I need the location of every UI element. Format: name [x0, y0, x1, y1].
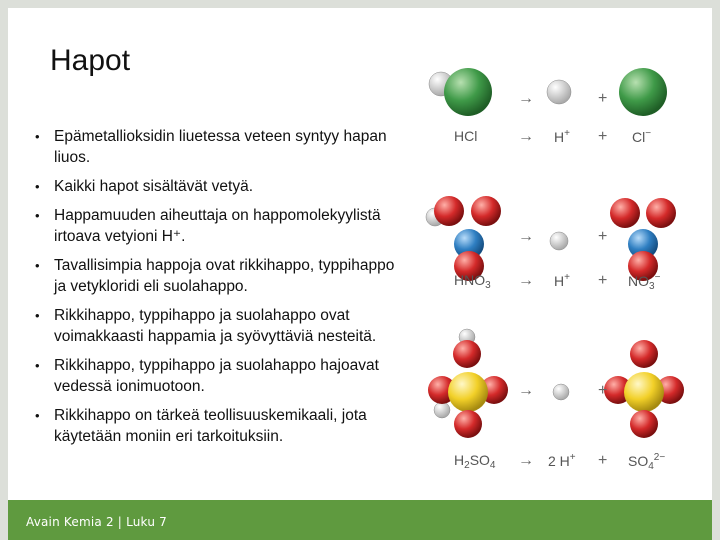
- reaction-arrow: →: [518, 452, 534, 469]
- bullet-dot: •: [35, 358, 40, 373]
- reaction-arrow: →: [518, 382, 534, 399]
- bullet-item: [26, 205, 406, 247]
- bullet-item: [26, 255, 406, 297]
- bullet-item: [26, 405, 406, 447]
- formula-h-ion: H+: [554, 272, 570, 289]
- oxygen-atom: [434, 196, 464, 226]
- formula-hno3: $HNO_3$: [454, 272, 491, 291]
- plus-sign: +: [598, 382, 608, 399]
- slide: [8, 8, 712, 500]
- reaction-arrow: →: [518, 128, 534, 145]
- formula-h-ion: H+: [554, 128, 570, 145]
- plus-sign: +: [598, 452, 608, 469]
- formula-h2so4: $H_2SO_4$: [454, 452, 496, 471]
- bullet-dot: •: [35, 408, 40, 423]
- bullet-text: Tavallisimpia happoja ovat rikkihappo, typpihappo ja vetykloridi eli suolahappo.: [54, 257, 395, 295]
- reaction-arrow: →: [518, 228, 534, 245]
- bullet-item: [26, 355, 406, 397]
- bullet-text: Rikkihappo, typpihappo ja suolahappo ovat voimakkaasti happamia ja syövyttäviä nesteitä.: [54, 307, 377, 345]
- bullet-text: Kaikki hapot sisältävät vetyä.: [54, 178, 254, 195]
- bullet-dot: •: [35, 208, 40, 223]
- plus-sign: +: [598, 228, 608, 245]
- bullet-dot: •: [35, 258, 40, 273]
- hno3-molecule: [426, 196, 501, 281]
- footer-text: Avain Kemia 2 | Luku 7: [26, 515, 167, 529]
- chlorine-atom: [444, 68, 492, 116]
- bullet-text: Rikkihappo on tärkeä teollisuuskemikaali, jota käytetään moniin eri tarkoituksiin.: [54, 407, 367, 445]
- plus-sign: +: [598, 128, 608, 145]
- chloride-ion: [619, 68, 667, 116]
- plus-sign: +: [598, 90, 608, 107]
- plus-sign: +: [598, 272, 608, 289]
- bullet-text: Happamuuden aiheuttaja on happomolekyylistä irtoava vetyioni H⁺.: [54, 207, 381, 245]
- reaction-arrow: →: [518, 90, 534, 107]
- hydrogen-ion: [547, 80, 571, 104]
- sulfate-ion: [604, 340, 684, 438]
- nitrate-ion: [610, 198, 676, 281]
- formula-chloride: Cl−: [632, 128, 652, 145]
- sulfur-atom: [448, 372, 488, 412]
- oxygen-atom: [471, 196, 501, 226]
- hcl-molecule: [429, 68, 492, 116]
- reaction-arrow: →: [518, 272, 534, 289]
- bullet-dot: •: [35, 308, 40, 323]
- bullet-item: [26, 126, 406, 168]
- bullet-text: Rikkihappo, typpihappo ja suolahappo hajoavat vedessä ionimuotoon.: [54, 357, 379, 395]
- hydrogen-ion: [553, 384, 569, 400]
- bullet-list: [26, 126, 406, 455]
- bullet-item: [26, 305, 406, 347]
- h2so4-molecule: [428, 329, 508, 438]
- formula-hcl: HCl: [454, 128, 478, 144]
- acid-dissociation-illustration: [418, 54, 688, 494]
- hydrogen-atom: [434, 402, 450, 418]
- bullet-text: Epämetallioksidin liuetessa veteen syntyy hapan liuos.: [54, 128, 387, 166]
- formula-nitrate: $NO_3^-$: [628, 272, 661, 292]
- slide-title: Hapot: [50, 44, 131, 77]
- oxygen-atom: [454, 410, 482, 438]
- bullet-item: [26, 176, 406, 197]
- formula-2h-ion: 2 H+: [548, 452, 576, 469]
- footer-bar: [8, 500, 712, 540]
- oxygen-atom: [453, 340, 481, 368]
- hydrogen-ion: [550, 232, 568, 250]
- formula-sulfate: $SO_4^{2-}$: [628, 452, 666, 472]
- bullet-dot: •: [35, 179, 40, 194]
- bullet-dot: •: [35, 129, 40, 144]
